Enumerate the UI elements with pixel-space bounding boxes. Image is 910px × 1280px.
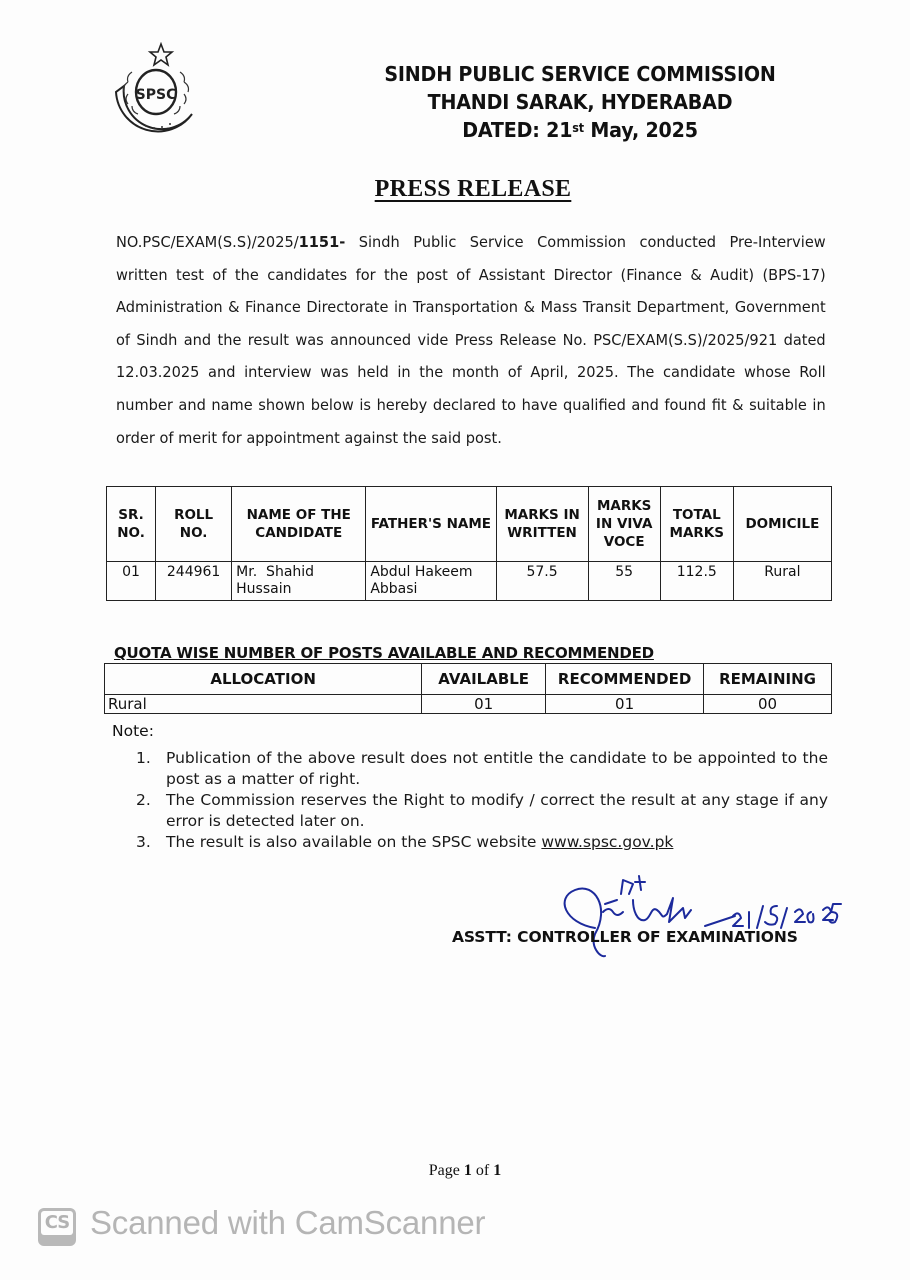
note-text-content: The result is also available on the SPSC website [166, 833, 542, 851]
col-marks-written: MARKS IN WRITTEN [496, 487, 588, 562]
svg-text:SPSC: SPSC [135, 87, 177, 103]
note-number: 3. [136, 833, 151, 851]
col-roll-no: ROLL NO. [156, 487, 232, 562]
cell-sr-no: 01 [107, 562, 156, 601]
cell-allocation: Rural [105, 695, 422, 714]
col-candidate-name: NAME OF THE CANDIDATE [232, 487, 366, 562]
spsc-website-link[interactable]: www.spsc.gov.pk [541, 833, 674, 851]
cell-father-name: Abdul Hakeem Abbasi [366, 562, 496, 601]
note-text: Publication of the above result does not entitle the candidate to be appointed to the post as a matter of right. [166, 749, 828, 788]
note-item [136, 832, 828, 853]
page-number [0, 1162, 910, 1180]
cell-recommended: 01 [546, 695, 704, 714]
cell-available: 01 [422, 695, 546, 714]
page-prefix: Page [428, 1162, 464, 1179]
col-allocation: ALLOCATION [105, 664, 422, 695]
quota-table [104, 663, 832, 714]
body-paragraph [116, 226, 826, 454]
dated-suffix: May, 2025 [583, 118, 698, 142]
dated-sup: st [572, 121, 584, 135]
cell-domicile: Rural [733, 562, 831, 601]
note-number: 1. [136, 749, 151, 767]
camscanner-badge-text: CS [41, 1211, 73, 1235]
quota-row [105, 695, 832, 714]
table-row [107, 562, 832, 601]
page-total: 1 [493, 1162, 502, 1179]
col-total-marks: TOTAL MARKS [660, 487, 733, 562]
col-available: AVAILABLE [422, 664, 546, 695]
cell-marks-written: 57.5 [496, 562, 588, 601]
camscanner-logo-icon [38, 1208, 76, 1246]
cell-candidate-name: Mr. Shahid Hussain [232, 562, 366, 601]
spsc-logo [106, 42, 202, 146]
dated-prefix: DATED: 21 [462, 118, 573, 142]
org-address: THANDI SARAK, HYDERABAD [427, 90, 733, 114]
ref-number-bold: 1151- [298, 233, 346, 251]
note-text [166, 832, 828, 853]
col-marks-viva: MARKS IN VIVA VOCE [588, 487, 660, 562]
cell-remaining: 00 [704, 695, 832, 714]
result-table [106, 486, 832, 601]
page-mid: of [471, 1162, 494, 1179]
col-sr-no: SR. NO. [107, 487, 156, 562]
note-text: The Commission reserves the Right to modify / correct the result at any stage if any error is detected later on. [166, 791, 828, 830]
ref-number: NO.PSC/EXAM(S.S)/2025/ [116, 233, 299, 251]
signatory-title: ASSTT: CONTROLLER OF EXAMINATIONS [452, 928, 798, 946]
quota-header-row [105, 664, 832, 695]
cell-marks-viva: 55 [588, 562, 660, 601]
col-domicile: DOMICILE [733, 487, 831, 562]
note-number: 2. [136, 791, 151, 809]
cell-total-marks: 112.5 [660, 562, 733, 601]
press-release-title: PRESS RELEASE [374, 176, 572, 202]
col-recommended: RECOMMENDED [546, 664, 704, 695]
notes-list [136, 748, 828, 853]
note-label: Note: [112, 722, 154, 740]
body-text: Sindh Public Service Commission conducted Pre-Interview written test of the candidates for the post of Assistant Director (Finance & Audit) (BPS-17) Administration & Finance Directorate in Transportation & Mass Transit Department, Government of Sindh and the result was announced vide Press Release No. PSC/EXAM(S.S)/2025/921 dated 12.03.2025 and interview was held in the month of April, 2025. The candidate whose Roll number and name shown below is hereby declared to have qualified and found fit & suitable in order of merit for appointment against the said post. [116, 233, 826, 447]
dated-line [320, 116, 841, 144]
note-item [136, 748, 828, 790]
cell-roll-no: 244961 [156, 562, 232, 601]
camscanner-watermark: Scanned with CamScanner [90, 1204, 486, 1241]
page-current: 1 [463, 1162, 472, 1179]
col-father-name: FATHER'S NAME [366, 487, 496, 562]
note-item [136, 790, 828, 832]
org-name: SINDH PUBLIC SERVICE COMMISSION [384, 62, 776, 86]
col-remaining: REMAINING [704, 664, 832, 695]
quota-heading: QUOTA WISE NUMBER OF POSTS AVAILABLE AND RECOMMENDED [114, 644, 654, 662]
table-header-row [107, 487, 832, 562]
